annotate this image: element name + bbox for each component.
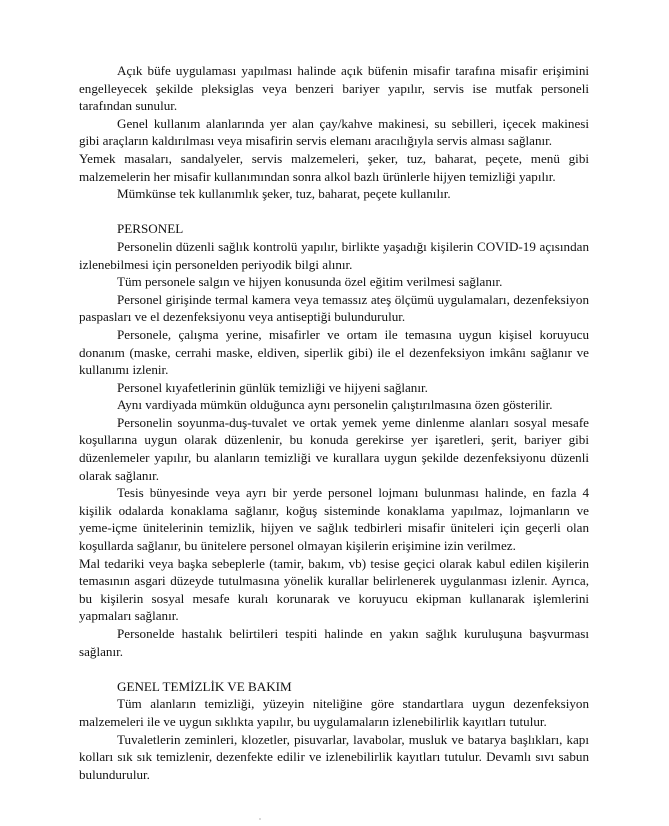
paragraph-temporary-visitors: Mal tedariki veya başka sebeplerle (tamir, bakım, vb) tesise geçici olarak kabul edilen kişilerin temasının asgari düzeyde tutulmasına yönelik kurallar belirlenerek uygulanması izlenir. Ayrıca, bu kişilerin sosyal mesafe kuralı korunarak ve koruyucu ekipman kullanarak işlemlerini yapmaları sağlanır. [79, 555, 589, 624]
paragraph-staff-housing: Tesis bünyesinde veya ayrı bir yerde personel lojmanı bulunması halinde, en fazla 4 kişilik odalarda konaklama sağlanır, koğuş sisteminde konaklama yapılmaz, lojmanların ve yeme-içme ünitelerinin temizlik, hijyen ve sağlık tedbirleri misafir üniteleri için geçerli olan koşullarda sağlanır, bu ünitelere personel olmayan kişilerin erişimine izin verilmez. [79, 485, 589, 554]
paragraph-illness-symptoms: Personelde hastalık belirtileri tespiti halinde en yakın sağlık kuruluşuna başvurması sağlanır. [79, 626, 589, 659]
paragraph-area-cleaning: Tüm alanların temizliği, yüzeyin niteliğine göre standartlara uygun dezenfeksiyon malzemeleri ile ve uygun sıklıkta yapılır, bu uygulamaların izlenebilirlik kayıtları tutulur. [79, 696, 589, 729]
paragraph-protective-equipment: Personele, çalışma yerine, misafirler ve ortam ile temasına uygun kişisel koruyucu donanım (maske, cerrahi maske, eldiven, siperlik gibi) ile el dezenfeksiyon imkânı sağlanır ve kullanımı izlenir. [79, 326, 589, 378]
paragraph-toilet-cleaning: Tuvaletlerin zeminleri, klozetler, pisuvarlar, lavabolar, musluk ve batarya başlıkları, kapı kolları sık sık temizlenir, dezenfekte edilir ve izlenebilirlik kayıtları tutulur. Devamlı sıvı sabun bulundurulur. [79, 731, 589, 782]
footer-dot [259, 818, 261, 820]
paragraph-dining-tables: Yemek masaları, sandalyeler, servis malzemeleri, şeker, tuz, baharat, peçete, menü gibi malzemelerin her misafir kullanımından sonra alkol bazlı ürünlerle hijyen temizliği yapılır. [79, 150, 589, 184]
paragraph-same-shift: Aynı vardiyada mümkün olduğunca aynı personelin çalıştırılmasına özen gösterilir. [117, 397, 553, 413]
paragraph-training: Tüm personele salgın ve hijyen konusunda özel eğitim verilmesi sağlanır. [117, 274, 503, 290]
heading-personel: PERSONEL [117, 221, 184, 237]
document-body [79, 62, 589, 783]
paragraph-general-use-areas: Genel kullanım alanlarında yer alan çay/kahve makinesi, su sebilleri, içecek makinesi gibi araçların kaldırılması veya misafirin servis elemanı aracılığıyla servis alması sağlanır. [79, 115, 589, 149]
paragraph-single-use: Mümkünse tek kullanımlık şeker, tuz, baharat, peçete kullanılır. [117, 186, 451, 202]
heading-general-cleaning: GENEL TEMİZLİK VE BAKIM [117, 678, 292, 694]
paragraph-health-checks: Personelin düzenli sağlık kontrolü yapılır, birlikte yaşadığı kişilerin COVID-19 açısından izlenebilmesi için personelden periyodik bilgi alınır. [79, 238, 589, 272]
spacer [79, 660, 589, 678]
paragraph-staff-areas: Personelin soyunma-duş-tuvalet ve ortak yemek yeme dinlenme alanları sosyal mesafe koşullarına uygun olarak düzenlenir, bu konuda gerekirse yer işaretleri, şerit, bariyer gibi düzenlemeler yapılır, bu alanların temizliği ve kurallara uygun şekilde dezenfeksiyonu düzenli olarak sağlanır. [79, 414, 589, 483]
paragraph-open-buffet: Açık büfe uygulaması yapılması halinde açık büfenin misafir tarafına misafir erişimini engelleyecek şekilde pleksiglas veya benzeri bariyer yapılır, servis ise mutfak personeli tarafından sunulur. [79, 63, 589, 114]
paragraph-thermal-camera: Personel girişinde termal kamera veya temassız ateş ölçümü uygulamaları, dezenfeksiyon paspasları ve el dezenfeksiyonu veya antiseptiği bulundurulur. [79, 291, 589, 325]
spacer [79, 203, 589, 221]
paragraph-uniform-hygiene: Personel kıyafetlerinin günlük temizliği ve hijyeni sağlanır. [117, 379, 428, 395]
